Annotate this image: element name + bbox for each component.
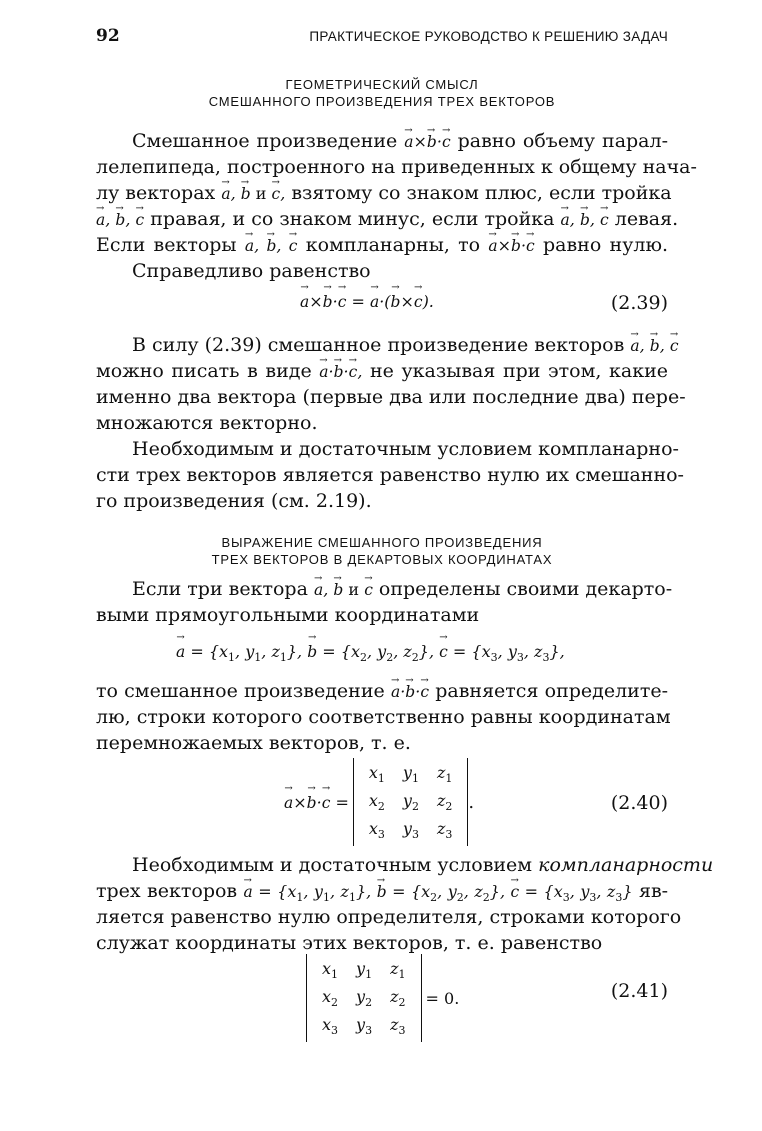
text-line — [96, 258, 668, 284]
text: то смешанное произведение — [96, 680, 385, 702]
text: левая. — [614, 208, 679, 230]
text: яв- — [638, 880, 669, 902]
text: В силу (2.39) смешанное произведение векторов — [132, 334, 625, 356]
equation-2-40 — [96, 760, 668, 844]
formula-vectors: → a, → b, → c — [561, 210, 609, 229]
text: множаются векторно. — [96, 412, 318, 434]
equation-number: (2.40) — [610, 792, 668, 814]
text: служат координаты этих векторов, т. е. равенство — [96, 932, 603, 954]
text: равняется определите- — [435, 680, 668, 702]
text: сти трех векторов является равенство нулю их смешанно- — [96, 464, 684, 486]
text-line — [96, 704, 671, 730]
text: взятому со знаком плюс, если тройка — [291, 182, 672, 204]
equation-number: (2.39) — [610, 292, 668, 314]
text: Если три вектора — [132, 578, 308, 600]
formula-vectors: → a, → b и → c — [314, 580, 373, 599]
equation-2-39 — [96, 292, 668, 318]
section-title-geometric-meaning — [96, 76, 668, 110]
section-title-line: ГЕОМЕТРИЧЕСКИЙ СМЫСЛ — [285, 77, 479, 92]
section-title-cartesian — [96, 534, 668, 568]
text: Необходимым и достаточным условием — [132, 854, 533, 876]
equation-coordinates — [96, 642, 668, 668]
text: Смешанное произведение — [132, 130, 398, 152]
formula-triple-product: → a×→ b·→ c — [488, 236, 534, 255]
text-line — [96, 930, 668, 956]
text-line — [96, 576, 673, 603]
text-line — [96, 730, 668, 756]
text: трех векторов — [96, 880, 238, 902]
text: Справедливо равенство — [132, 260, 371, 282]
formula: → a·→ b·→ c — [391, 682, 429, 701]
equation-number: (2.41) — [610, 980, 668, 1002]
text: определены своими декарто- — [378, 578, 673, 600]
text: выми прямоугольными координатами — [96, 604, 480, 626]
formula: → a·→ b·→ c, — [319, 362, 362, 381]
text: го произведения (см. 2.19). — [96, 490, 372, 512]
text-line — [96, 206, 679, 233]
text: именно два вектора (первые два или последние два) пере- — [96, 386, 686, 408]
text: ляется равенство нулю определителя, строками которого — [96, 906, 682, 928]
determinant: $x_1$ $y_1$ $z_1$ $x_2$ $y_2$ $z_2$ $x_3$ $y_3$ $z_3$ — [306, 954, 422, 1043]
text-line — [96, 678, 668, 705]
formula-vectors: → a, → b, → c — [96, 210, 144, 229]
text: равно объему парал- — [457, 130, 668, 152]
text: не указывая при этом, какие — [370, 360, 668, 382]
text: Необходимым и достаточным условием компланарно- — [132, 438, 679, 460]
page-header — [96, 26, 668, 50]
text: можно писать в виде — [96, 360, 312, 382]
text-line — [96, 488, 668, 514]
formula: → a×→ b·→ c = → a·(→ b×→ c). — [300, 292, 434, 311]
text-line — [96, 602, 668, 628]
text-line — [96, 384, 686, 410]
section-title-line: ТРЕХ ВЕКТОРОВ В ДЕКАРТОВЫХ КООРДИНАТАХ — [211, 552, 553, 567]
determinant: $x_1$ $y_1$ $z_1$ $x_2$ $y_2$ $z_2$ $x_3$ $y_3$ $z_3$ — [353, 758, 469, 847]
text: компланарны, то — [305, 234, 481, 256]
text-line — [96, 436, 679, 462]
running-title: ПРАКТИЧЕСКОЕ РУКОВОДСТВО К РЕШЕНИЮ ЗАДАЧ — [309, 29, 668, 44]
text-line — [96, 232, 668, 259]
text-line — [96, 154, 697, 180]
formula-vectors: → a, → b, → c — [245, 236, 298, 255]
text-line — [96, 462, 684, 488]
formula-vectors: → a, → b и → c, — [221, 184, 285, 203]
formula-triple-product: → a×→ b·→ c — [404, 132, 450, 151]
text-emphasis: компланарности — [538, 854, 714, 876]
text-line — [96, 904, 682, 930]
text: лю, строки которого соответственно равны координатам — [96, 706, 671, 728]
text: лу векторах — [96, 182, 216, 204]
formula-determinant: $x_1$ $y_1$ $z_1$ $x_2$ $y_2$ $z_2$ $x_3$ $y_3$ $z_3$ = 0. — [306, 956, 459, 1040]
section-title-line: ВЫРАЖЕНИЕ СМЕШАННОГО ПРОИЗВЕДЕНИЯ — [221, 535, 543, 550]
text-line — [96, 128, 668, 155]
equation-2-41 — [96, 956, 668, 1040]
text: правая, и со знаком минус, если тройка — [150, 208, 555, 230]
section-title-line: СМЕШАННОГО ПРОИЗВЕДЕНИЯ ТРЕХ ВЕКТОРОВ — [208, 94, 556, 109]
page-number: 92 — [96, 26, 120, 46]
text: равно нулю. — [543, 234, 669, 256]
text-line — [96, 410, 668, 436]
text: перемножаемых векторов, т. е. — [96, 732, 411, 754]
text: Если векторы — [96, 234, 237, 256]
formula-vectors: → a, → b, → c — [630, 336, 678, 355]
formula: → $a = \{x_1$, $y_1$, $z_1$}, → $b = \{x_2$, $y_2$, $z_2$}, → $c = \{x_3$, $y_3$, $z_3$} — [244, 882, 633, 901]
text: лелепипеда, построенного на приведенных к общему нача- — [96, 156, 697, 178]
text-line — [96, 332, 679, 359]
formula: → $a = \{x_1$, $y_1$, $z_1$}, → $b = \{x_2$, $y_2$, $z_2$}, → $c = \{x_3$, $y_3$, $z_3$}, — [176, 642, 565, 664]
text-line — [96, 358, 668, 385]
formula-determinant: → a×→ b·→ c = $x_1$ $y_1$ $z_1$ $x_2$ $y_2$ $z_2$ $x_3$ $y_3$ $z_3$ . — [284, 760, 474, 844]
